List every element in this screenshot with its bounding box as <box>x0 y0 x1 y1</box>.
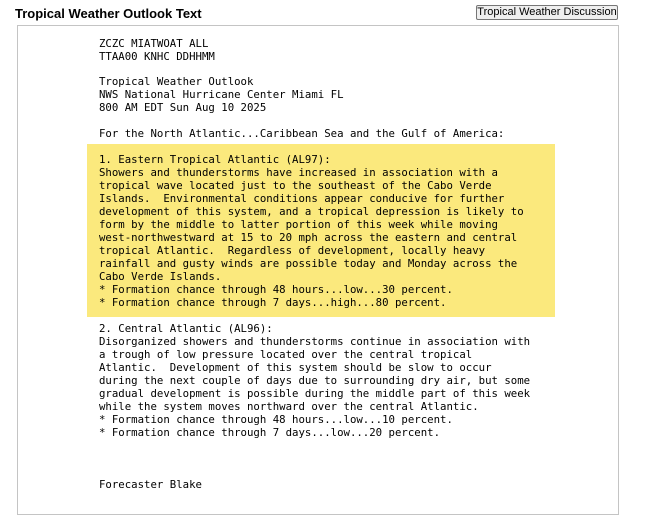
outlook-area: For the North Atlantic...Caribbean Sea and the Gulf of America: <box>99 127 505 140</box>
page-title: Tropical Weather Outlook Text <box>15 6 202 21</box>
forecaster-signature: Forecaster Blake <box>99 478 202 491</box>
system-1-text: 1. Eastern Tropical Atlantic (AL97): Showers and thunderstorms have increased in association with a tropical wave located just to the southeast of the Cabo Verde Islands. Environmental conditions appear conducive for further development of this system, and a tropical depression is likely to form by the middle to latter portion of this week while moving west-northwestward at 15 to 20 mph across the eastern and central tropical Atlantic. Regardless of development, locally heavy rainfall and gusty winds are possible today and Monday across the Cabo Verde Islands. * Formation chance through 48 hours...low...30 percent. * Formation chance through 7 days...high...80 percent. <box>99 153 524 309</box>
tropical-weather-discussion-button[interactable]: Tropical Weather Discussion <box>477 6 617 18</box>
product-header: ZCZC MIATWOAT ALL TTAA00 KNHC DDHHMM <box>99 37 215 63</box>
system-2-text: 2. Central Atlantic (AL96): Disorganized showers and thunderstorms continue in association with a trough of low pressure located over the central tropical Atlantic. Development of this system should be slow to occur during the next couple of days due to surrounding dry air, but some gradual development is possible during the middle part of this week while the system moves northward over the central Atlantic. * Formation chance through 48 hours...low...10 percent. * Formation chance through 7 days...low...20 percent. <box>99 322 531 439</box>
product-office-info: Tropical Weather Outlook NWS National Hurricane Center Miami FL 800 AM EDT Sun Aug 10 2025 <box>99 75 344 114</box>
outlook-text-panel <box>17 25 619 515</box>
